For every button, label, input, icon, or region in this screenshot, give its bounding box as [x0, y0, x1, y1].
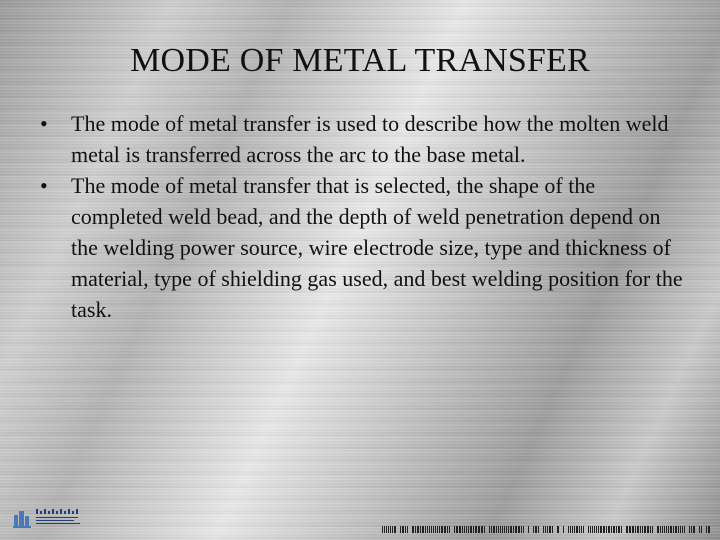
- bullet-text: The mode of metal transfer that is selected, the shape of the completed weld bead, and the depth of weld penetration depend on the welding power source, wire electrode size, type and thickness of material, type of shielding gas used, and best welding position for the task.: [71, 173, 683, 322]
- bullet-list: [40, 108, 690, 325]
- bullet-marker: •: [40, 111, 48, 136]
- building-logo-icon: [12, 506, 84, 530]
- slide-title: MODE OF METAL TRANSFER: [130, 42, 590, 79]
- bullet-item: [40, 170, 690, 325]
- barcode-strip-icon: [382, 526, 710, 533]
- bullet-text: The mode of metal transfer is used to describe how the molten weld metal is transferred across the arc to the base metal.: [71, 111, 669, 167]
- bullet-item: [40, 108, 690, 170]
- bullet-marker: •: [40, 173, 48, 198]
